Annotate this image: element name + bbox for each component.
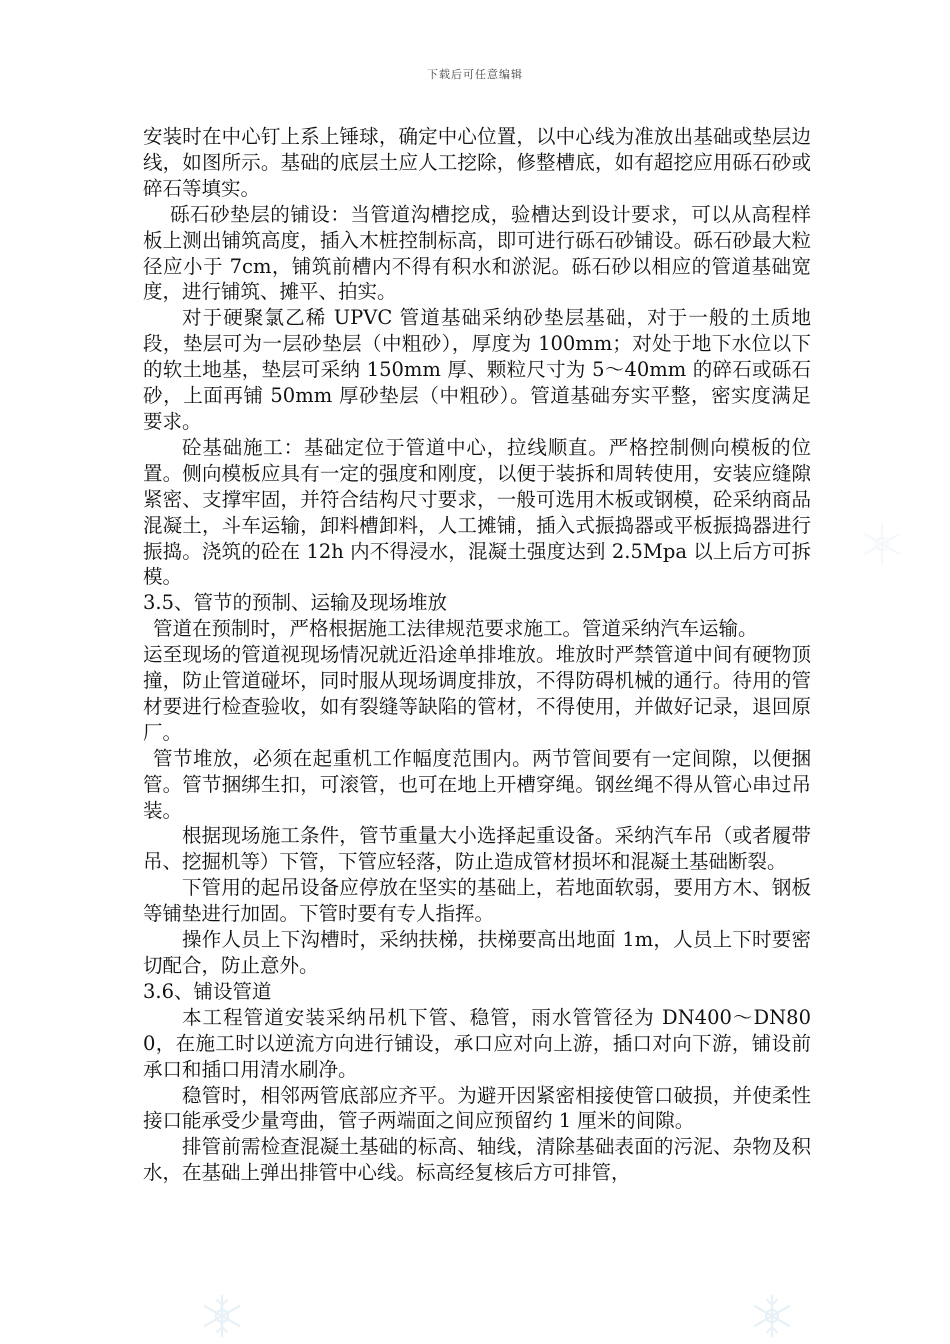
paragraph-9: 下管用的起吊设备应停放在坚实的基础上，若地面软弱，要用方木、钢板等铺垫进行加固。下管时要有专人指挥。 [143,876,811,926]
document-body [143,124,811,1186]
page-header: 下载后可任意编辑 [427,68,523,81]
paragraph-6: 运至现场的管道视现场情况就近沿途单排堆放。堆放时严禁管道中间有硬物顶撞，防止管道碰坏，同时服从现场调度排放，不得防碍机械的通行。待用的管材要进行检查验收，如有裂缝等缺陷的管材，不得使用，并做好记录，退回原厂。 [143,643,811,744]
paragraph-3: 对于硬聚氯乙稀 UPVC 管道基础采纳砂垫层基础，对于一般的土质地段，垫层可为一层砂垫层（中粗砂），厚度为 100mm；对处于地下水位以下的软土地基，垫层可采纳 150mm 厚、颗粒尺寸为 5～40mm 的碎石或砾石砂，上面再铺 50mm 厚砂垫层（中粗砂）。管道基础夯实平整，密实度满足要求。 [143,306,811,433]
paragraph-7: 管节堆放，必须在起重机工作幅度范围内。两节管间要有一定间隙，以便捆管。管节捆绑生扣，可滚管，也可在地上开槽穿绳。钢丝绳不得从管心串过吊装。 [143,746,811,822]
paragraph-4: 砼基础施工：基础定位于管道中心，拉线顺直。严格控制侧向模板的位置。侧向模板应具有一定的强度和刚度，以便于装拆和周转使用，安装应缝隙紧密、支撑牢固，并符合结构尺寸要求，一般可选用木板或钢模，砼采纳商品混凝土，斗车运输，卸料槽卸料，人工摊铺，插入式振捣器或平板振捣器进行振捣。浇筑的砼在 12h 内不得浸水，混凝土强度达到 2.5Mpa 以上后方可拆模。 [143,435,811,589]
section-heading-3-6: 3.6、铺设管道 [143,979,272,1003]
snowflake-icon [748,1292,796,1340]
snowflake-icon [198,1292,246,1340]
paragraph-11: 本工程管道安装采纳吊机下管、稳管，雨水管管径为 DN400～DN800，在施工时以逆流方向进行铺设，承口应对向上游，插口对向下游，铺设前承口和插口用清水刷净。 [143,1005,811,1081]
paragraph-13: 排管前需检查混凝土基础的标高、轴线，清除基础表面的污泥、杂物及积水，在基础上弹出排管中心线。标高经复核后方可排管， [143,1135,811,1185]
section-heading-3-5: 3.5、管节的预制、运输及现场堆放 [143,591,448,615]
paragraph-12: 稳管时，相邻两管底部应齐平。为避开因紧密相接使管口破损，并使柔性接口能承受少量弯曲，管子两端面之间应预留约 1 厘米的间隙。 [143,1083,811,1133]
snowflake-icon [858,520,906,568]
paragraph-10: 操作人员上下沟槽时，采纳扶梯，扶梯要高出地面 1m，人员上下时要密切配合，防止意外。 [143,928,811,977]
paragraph-1: 安装时在中心钉上系上锤球，确定中心位置，以中心线为准放出基础或垫层边线，如图所示。基础的底层土应人工挖除，修整槽底，如有超挖应用砾石砂或碎石等填实。 [143,125,811,200]
paragraph-8: 根据现场施工条件，管节重量大小选择起重设备。采纳汽车吊（或者履带吊、挖掘机等）下管，下管应轻落，防止造成管材损坏和混凝土基础断裂。 [143,824,811,874]
paragraph-2: 砾石砂垫层的铺设：当管道沟槽挖成，验槽达到设计要求，可以从高程样板上测出铺筑高度，插入木桩控制标高，即可进行砾石砂铺设。砾石砂最大粒径应小于 7cm，铺筑前槽内不得有积水和淤泥。砾石砂以相应的管道基础宽度，进行铺筑、摊平、拍实。 [143,202,811,304]
paragraph-5: 管道在预制时，严格根据施工法律规范要求施工。管道采纳汽车运输。 [153,617,758,641]
